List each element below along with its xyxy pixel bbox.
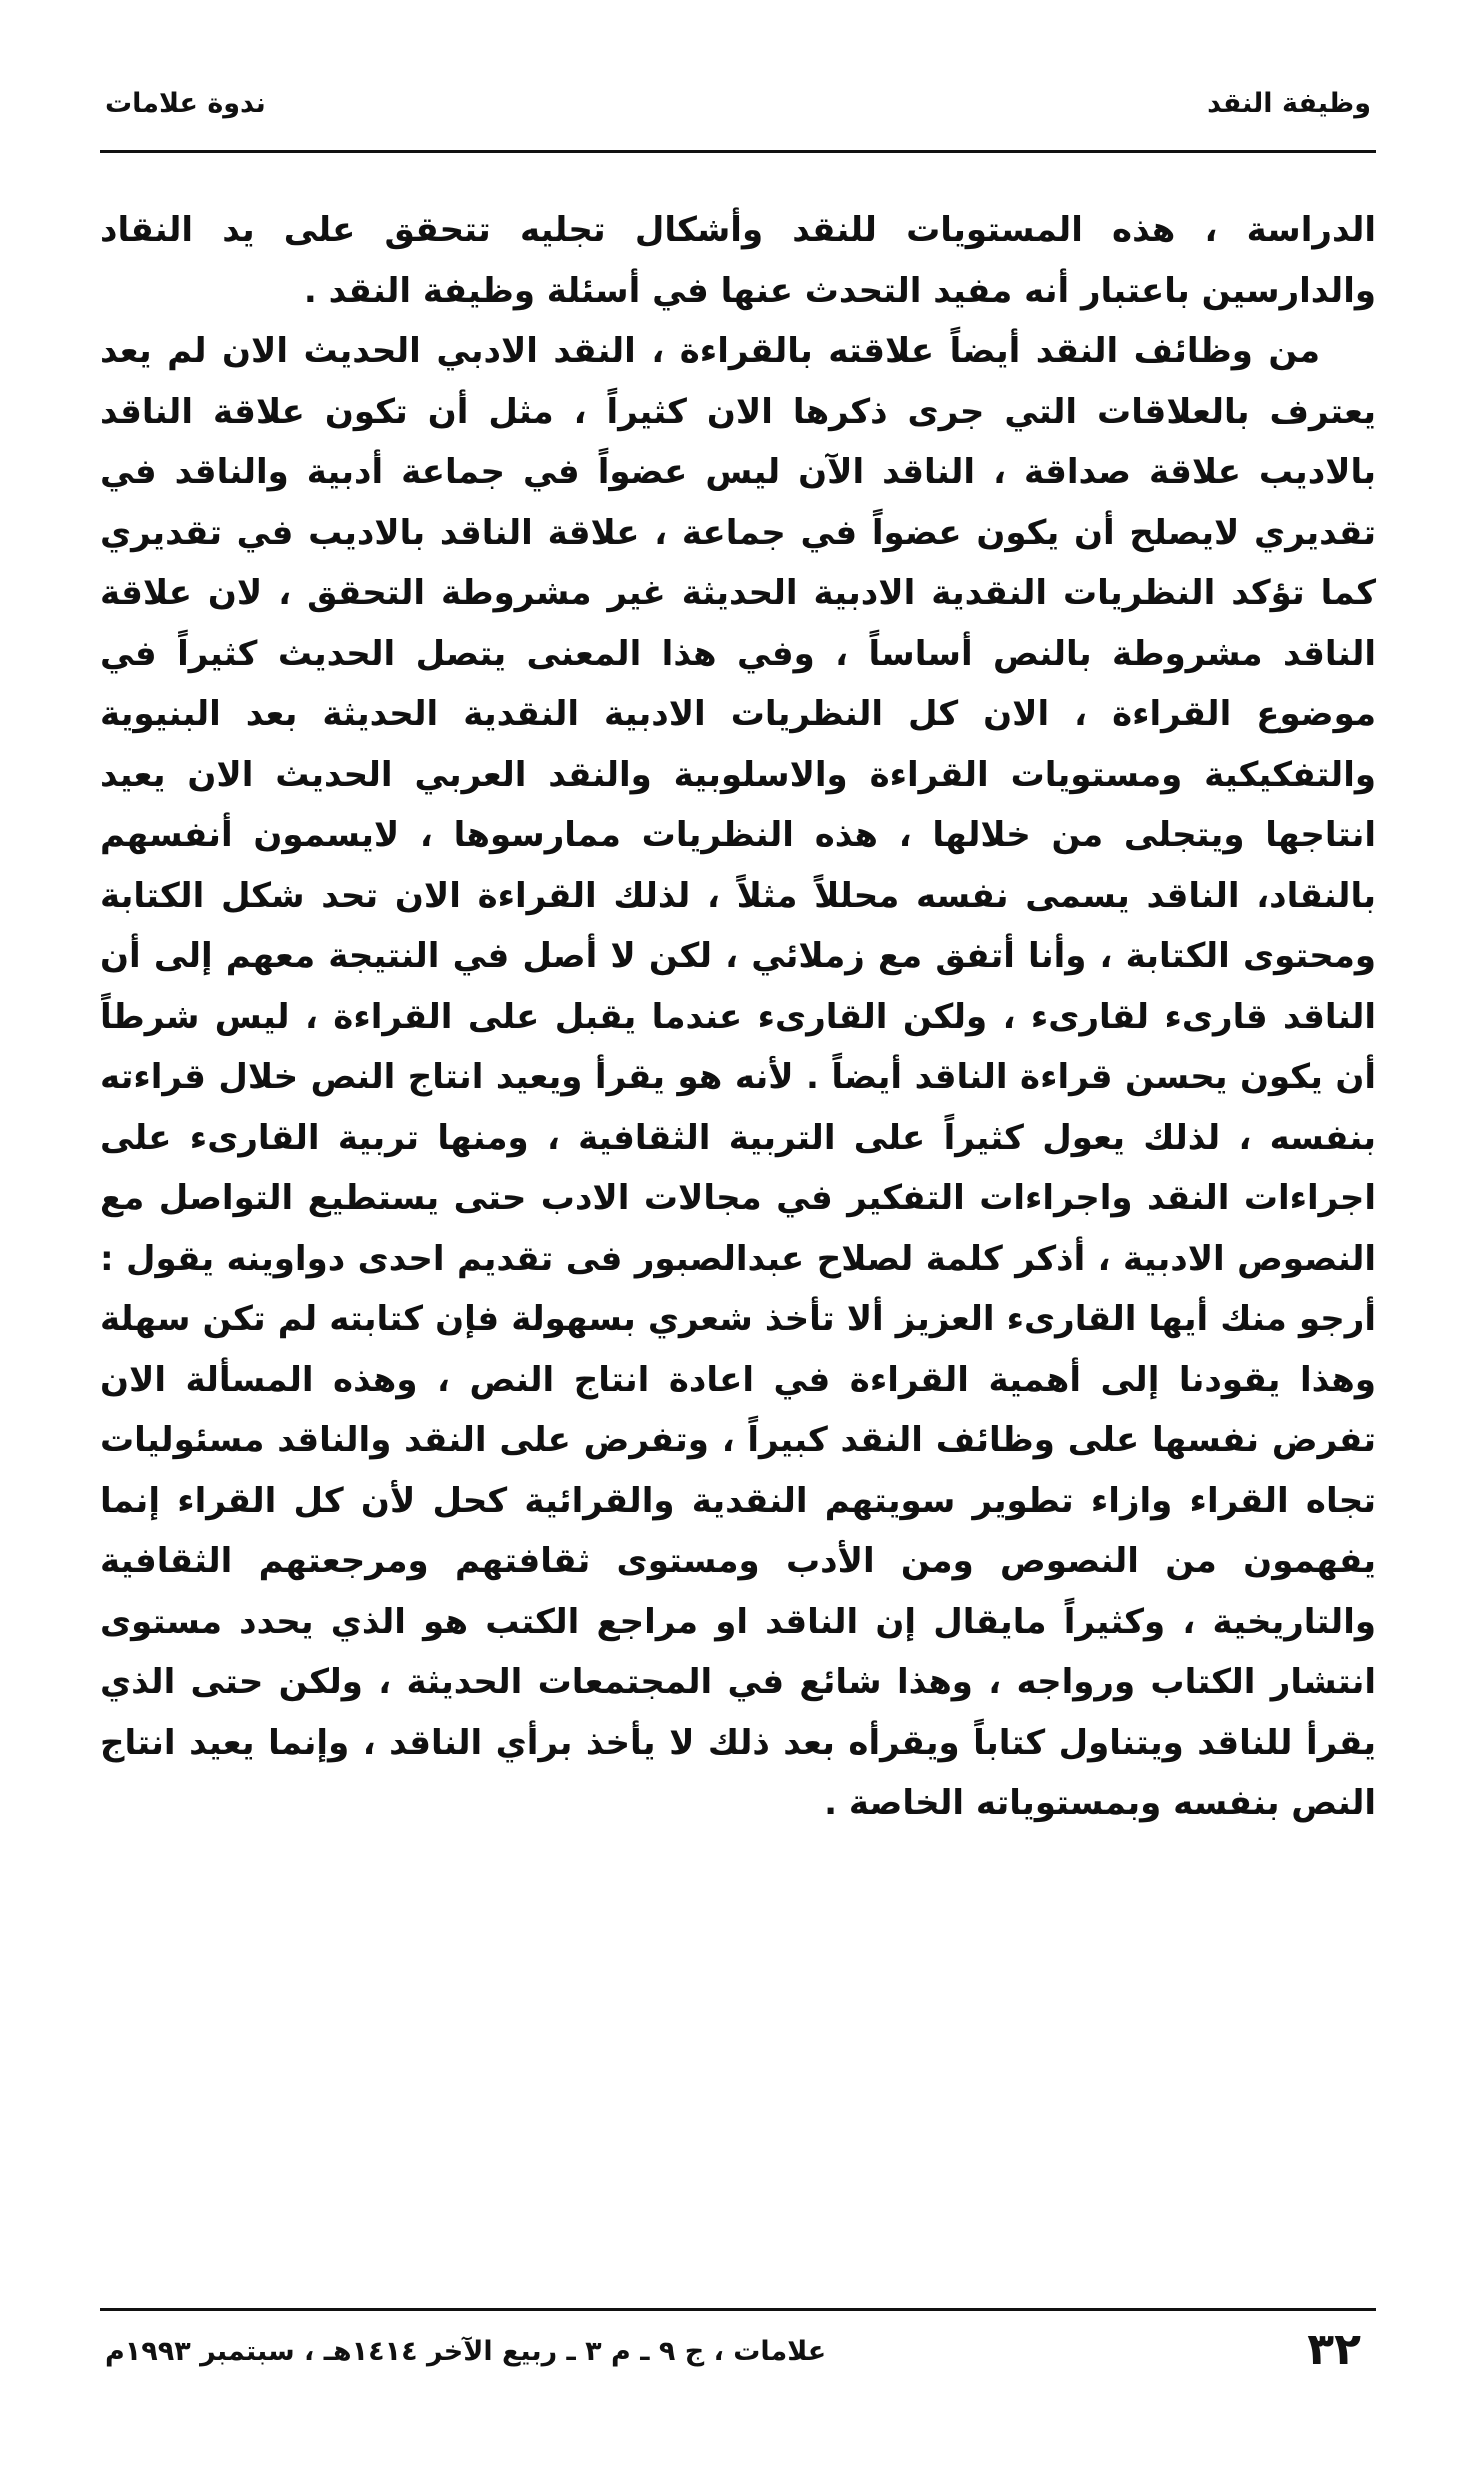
page-number: ٣٢ (1307, 2324, 1361, 2375)
journal-issue-info: علامات ، ج ٩ ـ م ٣ ـ ربيع الآخر ١٤١٤هـ ، سبتمبر ١٩٩٣م (105, 2336, 827, 2367)
paragraph-1: الدراسة ، هذه المستويات للنقد وأشكال تجليه تتحقق على يد النقاد والدارسين باعتبار أنه مفيد التحدث عنها في أسئلة وظيفة النقد . (100, 210, 1376, 311)
section-title: وظيفة النقد (1207, 88, 1371, 119)
journal-title: ندوة علامات (105, 88, 266, 119)
body-text (100, 200, 1376, 1834)
paragraph-2: من وظائف النقد أيضاً علاقته بالقراءة ، النقد الادبي الحديث الان لم يعد يعترف بالعلاقات التي جرى ذكرها الان كثيراً ، مثل أن تكون علاقة الناقد بالاديب علاقة صداقة ، الناقد الآن ليس عضواً في جماعة أدبية والناقد في تقديري لايصلح أن يكون عضواً في جماعة ، علاقة الناقد بالاديب في تقديري كما تؤكد النظريات النقدية الادبية الحديثة غير مشروطة التحقق ، لان علاقة الناقد مشروطة بالنص أساساً ، وفي هذا المعنى يتصل الحديث كثيراً في موضوع القراءة ، الان كل النظريات الادبية النقدية الحديثة بعد البنيوية والتفكيكية ومستويات القراءة والاسلوبية والنقد العربي الحديث الان يعيد انتاجها ويتجلى من خلالها ، هذه النظريات ممارسوها ، لايسمون أنفسهم بالنقاد، الناقد يسمى نفسه محللاً مثلاً ، لذلك القراءة الان تحد شكل الكتابة ومحتوى الكتابة ، وأنا أتفق مع زملائي ، لكن لا أصل في النتيجة معهم إلى أن الناقد قارىء لقارىء ، ولكن القارىء عندما يقبل على القراءة ، ليس شرطاً أن يكون يحسن قراءة الناقد أيضاً . لأنه هو يقرأ ويعيد انتاج النص خلال قراءته بنفسه ، لذلك يعول كثيراً على التربية الثقافية ، ومنها تربية القارىء على اجراءات النقد واجراءات التفكير في مجالات الادب حتى يستطيع التواصل مع النصوص الادبية ، أذكر كلمة لصلاح عبدالصبور فى تقديم احدى دواوينه يقول : أرجو منك أيها القارىء العزيز ألا تأخذ شعري بسهولة فإن كتابته لم تكن سهلة وهذا يقودنا إلى أهمية القراءة في اعادة انتاج النص ، وهذه المسألة الان تفرض نفسها على وظائف النقد كبيراً ، وتفرض على النقد والناقد مسئوليات تجاه القراء وازاء تطوير سويتهم النقدية والقرائية كحل لأن كل القراء إنما يفهمون من النصوص ومن الأدب ومستوى ثقافتهم ومرجعتهم الثقافية والتاريخية ، وكثيراً مايقال إن الناقد او مراجع الكتب هو الذي يحدد مستوى انتشار الكتاب ورواجه ، وهذا شائع في المجتمعات الحديثة ، ولكن حتى الذي يقرأ للناقد ويتناول كتاباً ويقرأه بعد ذلك لا يأخذ برأي الناقد ، وإنما يعيد انتاج النص بنفسه وبمستوياته الخاصة . (100, 331, 1376, 1823)
header-rule (100, 150, 1376, 153)
running-header (105, 88, 1371, 128)
page-footer (105, 2324, 1371, 2390)
footer-rule (100, 2308, 1376, 2311)
